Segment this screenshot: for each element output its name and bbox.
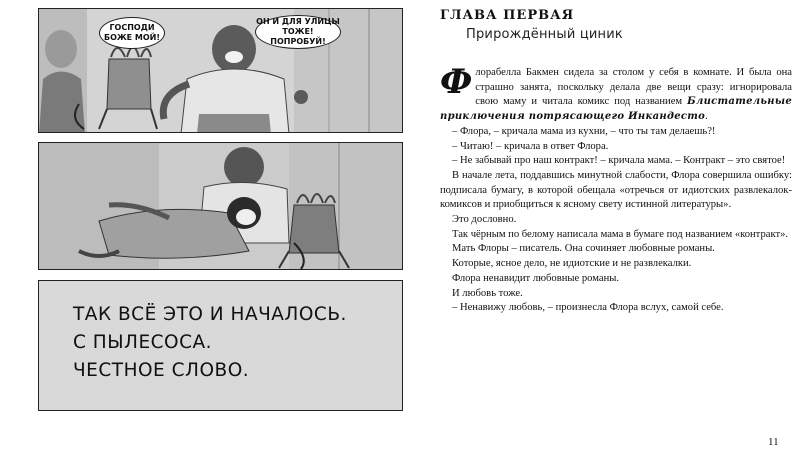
- paragraph-1: [440, 62, 792, 125]
- caption-line-2: С ПЫЛЕСОСА.: [73, 332, 213, 353]
- paragraph-1-start: лорабелла Бакмен сидела за столом у себя в комнате. И была она страшно занята, поскольку делала две вещи сразу: игнорировала свою маму и читала комикс под названием: [475, 67, 792, 108]
- paragraph-12: – Ненавижу любовь, – произнесла Флора вслух, самой себе.: [452, 302, 724, 314]
- paragraph-5: В начале лета, поддавшись минутной слабости, Флора совершила ошибку: подписала бумагу, в которой обещала «отречься от идиотских развлекалок-комиксов и приобщиться к ясному свету истинной литературы».: [440, 169, 792, 211]
- comic-panel-1: [38, 8, 403, 133]
- paragraph-10: Флора ненавидит любовные романы.: [452, 272, 620, 284]
- comic-panel-3-caption: [38, 280, 403, 411]
- paragraph-6: Это дословно.: [452, 214, 517, 226]
- caption-text: [73, 301, 347, 385]
- caption-line-1: ТАК ВСЁ ЭТО И НАЧАЛОСЬ.: [73, 304, 347, 325]
- caption-line-3: ЧЕСТНОЕ СЛОВО.: [73, 360, 250, 381]
- speech-bubble-1: [99, 17, 165, 49]
- speech-bubble-2: [255, 15, 341, 49]
- page-number: 11: [768, 436, 779, 448]
- bubble-2-line-1: ОН И ДЛЯ УЛИЦЫ: [256, 17, 340, 26]
- bubble-1-line-1: ГОСПОДИ: [109, 23, 155, 32]
- chapter-body: [440, 62, 792, 316]
- panel-1-illustration: [39, 9, 403, 133]
- panel-2-illustration: [39, 143, 403, 270]
- bubble-1-line-2: БОЖЕ МОЙ!: [103, 33, 161, 42]
- paragraph-3: – Читаю! – кричала в ответ Флора.: [452, 140, 609, 152]
- chapter-subtitle: Прирождённый циник: [466, 27, 623, 42]
- comic-panel-2: [38, 142, 403, 270]
- paragraph-8: Мать Флоры – писатель. Она сочиняет любовные романы.: [452, 243, 715, 255]
- paragraph-9: Которые, ясное дело, не идиотские и не развлекалки.: [452, 258, 692, 270]
- paragraph-2: – Флора, – кричала мама из кухни, – что ты там делаешь?!: [452, 125, 716, 137]
- drop-cap: Ф: [440, 62, 473, 102]
- bubble-2-line-2: ТОЖЕ! ПОПРОБУЙ!: [270, 27, 326, 46]
- paragraph-4: – Не забывай про наш контракт! – кричала мама. – Контракт – это святое!: [452, 155, 786, 167]
- chapter-title: ГЛАВА ПЕРВАЯ: [440, 8, 575, 23]
- paragraph-1-end: .: [705, 111, 708, 123]
- comic-title: Блистательные приключения потрясающего Инкандесто: [440, 96, 792, 123]
- paragraph-7: Так чёрным по белому написала мама в бумаге под названием «контракт».: [452, 228, 789, 240]
- paragraph-11: И любовь тоже.: [452, 287, 523, 299]
